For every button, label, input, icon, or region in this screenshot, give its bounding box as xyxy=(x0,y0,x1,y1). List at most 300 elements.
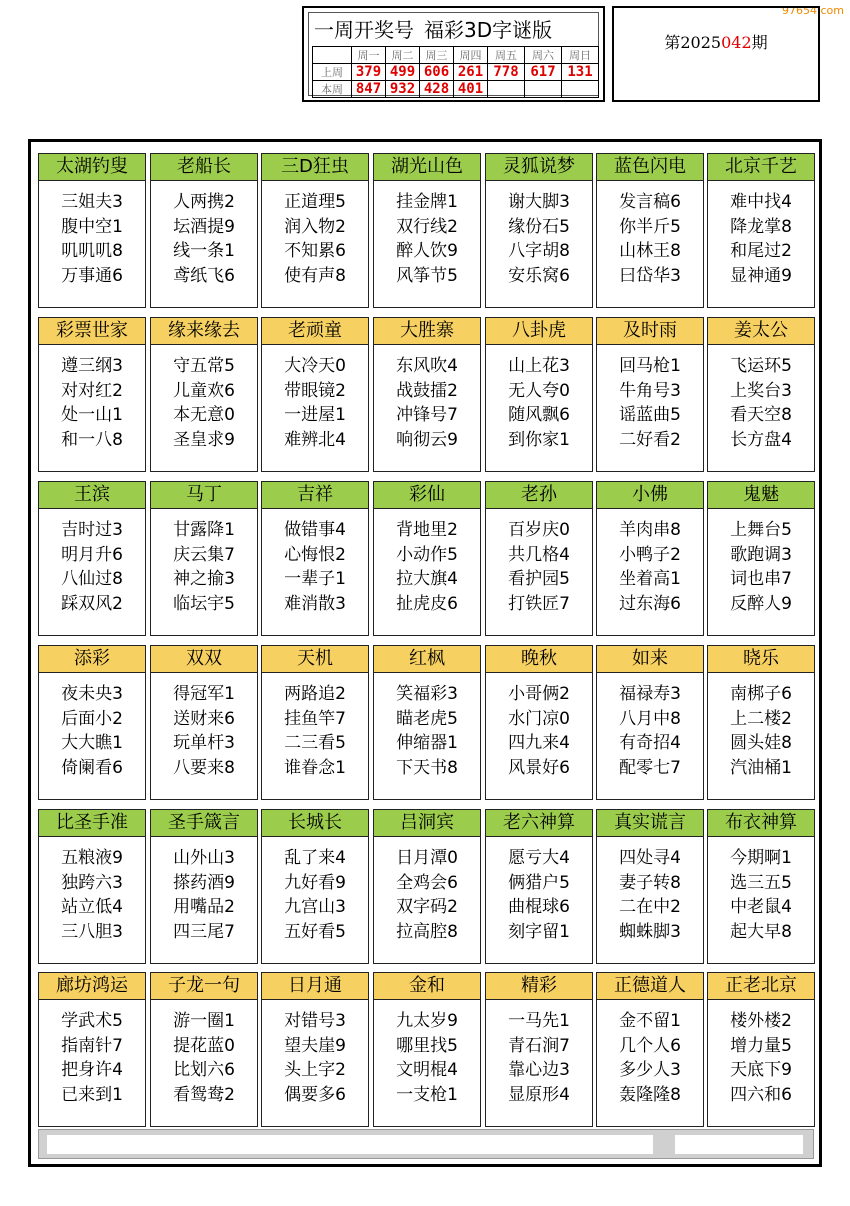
author-name: 鬼魅 xyxy=(707,481,815,509)
riddle-line: 刻字留1 xyxy=(508,921,570,942)
riddle-cell xyxy=(707,317,815,472)
riddle-line: 增力量5 xyxy=(730,1035,792,1056)
riddle-cell xyxy=(38,972,146,1127)
riddle-cell xyxy=(38,809,146,964)
riddle-cell xyxy=(261,481,369,636)
riddle-line: 发言稿6 xyxy=(619,192,681,212)
riddle-line: 飞运环5 xyxy=(730,356,792,376)
riddle-line: 伸缩器1 xyxy=(396,733,458,753)
riddle-line: 八要来8 xyxy=(173,757,235,778)
riddle-lines xyxy=(151,1009,257,1107)
riddle-lines xyxy=(374,1009,480,1107)
riddle-cell xyxy=(596,481,704,636)
author-name: 老孙 xyxy=(485,481,593,509)
riddle-line: 上二楼2 xyxy=(730,708,792,729)
riddle-line: 无人夸0 xyxy=(508,380,570,401)
riddle-lines xyxy=(262,518,368,616)
author-name: 姜太公 xyxy=(707,317,815,345)
riddle-line: 响彻云9 xyxy=(396,429,458,450)
riddle-line: 用嘴品2 xyxy=(173,897,235,917)
riddle-line: 本无意0 xyxy=(173,405,235,425)
riddle-line: 牛角号3 xyxy=(619,380,681,401)
riddle-line: 腹中空1 xyxy=(61,216,123,237)
riddle-line: 到你家1 xyxy=(508,429,570,450)
riddle-line: 明月升6 xyxy=(61,544,123,565)
riddle-line: 对错号3 xyxy=(284,1011,346,1031)
riddle-line: 后面小2 xyxy=(61,708,123,729)
riddle-line: 已来到1 xyxy=(61,1084,123,1105)
day-thu: 周四 xyxy=(454,47,488,64)
riddle-line: 偶要多6 xyxy=(284,1084,346,1105)
riddle-line: 小鸭子2 xyxy=(619,544,681,565)
riddle-line: 守五常5 xyxy=(173,356,235,376)
bottom-bar-blank-left xyxy=(47,1135,653,1154)
riddle-line: 谁眷念1 xyxy=(284,757,346,778)
riddle-line: 打铁匠7 xyxy=(508,593,570,614)
riddle-cell xyxy=(150,153,258,308)
riddle-line: 心悔恨2 xyxy=(284,544,346,565)
riddle-lines xyxy=(262,682,368,780)
riddle-lines xyxy=(39,190,145,288)
author-name: 大胜寨 xyxy=(373,317,481,345)
author-name: 长城长 xyxy=(261,809,369,837)
last-week-sat: 617 xyxy=(525,64,562,81)
day-mon: 周一 xyxy=(352,47,386,64)
author-name: 真实谎言 xyxy=(596,809,704,837)
riddle-line: 两路追2 xyxy=(284,684,346,704)
riddle-cell xyxy=(485,809,593,964)
riddle-line: 大大瞧1 xyxy=(61,733,123,753)
riddle-line: 上奖台3 xyxy=(730,380,792,401)
riddle-line: 九宫山3 xyxy=(284,897,346,917)
last-week-fri: 778 xyxy=(488,64,525,81)
this-week-sat xyxy=(525,81,562,98)
period-label xyxy=(614,30,818,53)
author-name: 天机 xyxy=(261,645,369,673)
riddle-lines xyxy=(597,354,703,452)
riddle-line: 八月中8 xyxy=(619,708,681,729)
riddle-line: 不知累6 xyxy=(284,241,346,261)
riddle-cell xyxy=(596,317,704,472)
riddle-line: 把身许4 xyxy=(61,1060,123,1080)
riddle-lines xyxy=(708,518,814,616)
riddle-line: 配零七7 xyxy=(619,757,681,778)
riddle-cell xyxy=(596,645,704,800)
riddle-line: 山外山3 xyxy=(173,848,235,868)
author-name: 缘来缘去 xyxy=(150,317,258,345)
riddle-cell xyxy=(261,809,369,964)
riddle-cell xyxy=(485,972,593,1127)
riddle-line: 正道理5 xyxy=(284,192,346,212)
author-name: 灵狐说梦 xyxy=(485,153,593,181)
day-wed: 周三 xyxy=(420,47,454,64)
riddle-cell xyxy=(373,317,481,472)
riddle-lines xyxy=(374,682,480,780)
riddle-line: 曰岱华3 xyxy=(619,265,681,286)
riddle-line: 显神通9 xyxy=(730,265,792,286)
author-name: 比圣手准 xyxy=(38,809,146,837)
riddle-lines xyxy=(39,846,145,944)
riddle-lines xyxy=(486,1009,592,1107)
riddle-cell xyxy=(261,153,369,308)
riddle-line: 楼外楼2 xyxy=(730,1011,792,1031)
riddle-line: 一进屋1 xyxy=(284,405,346,425)
riddle-line: 有奇招4 xyxy=(619,733,681,753)
riddle-line: 百岁庆0 xyxy=(508,520,570,540)
riddle-line: 比划六6 xyxy=(173,1060,235,1080)
riddle-line: 送财来6 xyxy=(173,708,235,729)
period-prefix: 第2025 xyxy=(664,33,722,52)
riddle-line: 叽叽叽8 xyxy=(61,241,123,261)
riddle-line: 笑福彩3 xyxy=(396,684,458,704)
riddle-line: 多少人3 xyxy=(619,1060,681,1080)
author-name: 北京千艺 xyxy=(707,153,815,181)
riddle-line: 大冷天0 xyxy=(284,356,346,376)
weekly-draw-panel xyxy=(302,6,605,102)
riddle-line: 一支枪1 xyxy=(396,1084,458,1105)
riddle-line: 望夫崖9 xyxy=(284,1035,346,1056)
this-week-thu: 401 xyxy=(454,81,488,98)
riddle-line: 醉人饮9 xyxy=(396,241,458,261)
author-name: 老顽童 xyxy=(261,317,369,345)
riddle-cell xyxy=(373,645,481,800)
riddle-line: 妻子转8 xyxy=(619,872,681,893)
riddle-line: 南梆子6 xyxy=(730,684,792,704)
riddle-line: 挂金牌1 xyxy=(396,192,458,212)
riddle-line: 曲棍球6 xyxy=(508,897,570,917)
author-name: 老六神算 xyxy=(485,809,593,837)
last-week-row xyxy=(313,64,599,81)
this-week-row xyxy=(313,81,599,98)
author-name: 正老北京 xyxy=(707,972,815,1000)
riddle-lines xyxy=(708,846,814,944)
riddle-line: 使有声8 xyxy=(284,265,346,286)
riddle-line: 缘份石5 xyxy=(508,216,570,237)
panel-title-right: 福彩3D字谜版 xyxy=(424,18,553,42)
riddle-line: 玩单杆3 xyxy=(173,733,235,753)
riddle-line: 神之揄3 xyxy=(173,569,235,589)
panel-title xyxy=(314,14,562,43)
riddle-cell xyxy=(150,972,258,1127)
riddle-line: 夜未央3 xyxy=(61,684,123,704)
author-name: 八卦虎 xyxy=(485,317,593,345)
this-week-label: 本周 xyxy=(313,81,352,98)
riddle-cell xyxy=(373,972,481,1127)
author-name: 小佛 xyxy=(596,481,704,509)
riddle-line: 三姐夫3 xyxy=(61,192,123,212)
riddle-lines xyxy=(39,682,145,780)
period-number: 042 xyxy=(721,33,752,52)
riddle-lines xyxy=(708,1009,814,1107)
riddle-cell xyxy=(150,481,258,636)
riddle-line: 词也串7 xyxy=(730,569,792,589)
riddle-line: 福禄寿3 xyxy=(619,684,681,704)
author-name: 吕洞宾 xyxy=(373,809,481,837)
riddle-lines xyxy=(597,518,703,616)
riddle-cell xyxy=(261,317,369,472)
riddle-lines xyxy=(151,190,257,288)
riddle-line: 安乐窝6 xyxy=(508,265,570,286)
riddle-lines xyxy=(151,518,257,616)
riddle-line: 俩猎户5 xyxy=(508,872,570,893)
author-name: 太湖钓叟 xyxy=(38,153,146,181)
riddle-lines xyxy=(486,518,592,616)
riddle-line: 得冠军1 xyxy=(173,684,235,704)
riddle-line: 今期啊1 xyxy=(730,848,792,868)
riddle-lines xyxy=(151,846,257,944)
author-name: 金和 xyxy=(373,972,481,1000)
author-name: 王滨 xyxy=(38,481,146,509)
author-name: 晚秋 xyxy=(485,645,593,673)
riddle-line: 长方盘4 xyxy=(730,429,792,450)
riddle-line: 难辨北4 xyxy=(284,429,346,450)
draw-days-row xyxy=(313,47,599,64)
riddle-lines xyxy=(262,190,368,288)
riddle-line: 做错事4 xyxy=(284,520,346,540)
riddle-line: 青石涧7 xyxy=(508,1035,570,1056)
riddle-line: 看天空8 xyxy=(730,405,792,425)
riddle-line: 和尾过2 xyxy=(730,241,792,261)
last-week-wed: 606 xyxy=(420,64,454,81)
riddle-line: 哪里找5 xyxy=(396,1035,458,1056)
riddle-lines xyxy=(486,190,592,288)
riddle-line: 轰隆隆8 xyxy=(619,1084,681,1105)
riddle-line: 提花蓝0 xyxy=(173,1035,235,1056)
riddle-lines xyxy=(262,846,368,944)
riddle-line: 三八胆3 xyxy=(61,921,123,942)
riddle-line: 四处寻4 xyxy=(619,848,681,868)
day-sun: 周日 xyxy=(562,47,599,64)
riddle-line: 挂鱼竿7 xyxy=(284,708,346,729)
riddle-line: 圆头娃8 xyxy=(730,733,792,753)
riddle-line: 愿亏大4 xyxy=(508,848,570,868)
author-name: 蓝色闪电 xyxy=(596,153,704,181)
riddle-line: 五好看5 xyxy=(284,921,346,942)
author-name: 如来 xyxy=(596,645,704,673)
riddle-line: 学武术5 xyxy=(61,1011,123,1031)
riddle-line: 九太岁9 xyxy=(396,1011,458,1031)
riddle-line: 全鸡会6 xyxy=(396,872,458,893)
riddle-line: 站立低4 xyxy=(61,897,123,917)
riddle-line: 拉大旗4 xyxy=(396,569,458,589)
riddle-line: 汽油桶1 xyxy=(730,757,792,778)
riddle-line: 歌跑调3 xyxy=(730,544,792,565)
author-name: 湖光山色 xyxy=(373,153,481,181)
riddle-line: 双字码2 xyxy=(396,897,458,917)
riddle-line: 反醉人9 xyxy=(730,593,792,614)
riddle-lines xyxy=(151,682,257,780)
riddle-cell xyxy=(38,153,146,308)
riddle-line: 二在中2 xyxy=(619,897,681,917)
riddle-line: 一辈子1 xyxy=(284,569,346,589)
author-name: 双双 xyxy=(150,645,258,673)
riddle-line: 四三尾7 xyxy=(173,921,235,942)
riddle-cell xyxy=(707,481,815,636)
this-week-tue: 932 xyxy=(386,81,420,98)
day-sat: 周六 xyxy=(525,47,562,64)
riddle-line: 过东海6 xyxy=(619,593,681,614)
riddle-line: 圣皇求9 xyxy=(173,429,235,450)
riddle-line: 处一山1 xyxy=(61,405,123,425)
riddle-line: 对对红2 xyxy=(61,380,123,401)
riddle-line: 羊肉串8 xyxy=(619,520,681,540)
riddle-lines xyxy=(708,682,814,780)
riddle-line: 搽药酒9 xyxy=(173,872,235,893)
riddle-line: 指南针7 xyxy=(61,1035,123,1056)
riddle-line: 风景好6 xyxy=(508,757,570,778)
day-fri: 周五 xyxy=(488,47,525,64)
corner-cell xyxy=(313,47,352,64)
riddle-grid-frame xyxy=(28,139,822,1167)
riddle-lines xyxy=(262,1009,368,1107)
riddle-lines xyxy=(597,846,703,944)
author-name: 日月通 xyxy=(261,972,369,1000)
riddle-line: 临坛宇5 xyxy=(173,593,235,614)
riddle-line: 山林王8 xyxy=(619,241,681,261)
last-week-label: 上周 xyxy=(313,64,352,81)
riddle-lines xyxy=(486,682,592,780)
riddle-cell xyxy=(485,645,593,800)
riddle-line: 选三五5 xyxy=(730,872,792,893)
riddle-cell xyxy=(150,645,258,800)
author-name: 及时雨 xyxy=(596,317,704,345)
riddle-line: 文明棍4 xyxy=(396,1060,458,1080)
riddle-line: 双行线2 xyxy=(396,216,458,237)
riddle-cell xyxy=(596,972,704,1127)
riddle-lines xyxy=(374,354,480,452)
riddle-line: 扯虎皮6 xyxy=(396,593,458,614)
riddle-cell xyxy=(373,153,481,308)
riddle-cell xyxy=(261,645,369,800)
period-suffix: 期 xyxy=(751,33,768,52)
riddle-lines xyxy=(151,354,257,452)
riddle-cell xyxy=(38,645,146,800)
riddle-line: 头上字2 xyxy=(284,1060,346,1080)
riddle-line: 遵三纲3 xyxy=(61,356,123,376)
last-week-sun: 131 xyxy=(562,64,599,81)
riddle-line: 看鸳鸯2 xyxy=(173,1084,235,1105)
riddle-line: 庆云集7 xyxy=(173,544,235,565)
riddle-lines xyxy=(597,190,703,288)
panel-title-left: 一周开奖号 xyxy=(314,18,414,42)
riddle-line: 鸢纸飞6 xyxy=(173,265,235,286)
riddle-cell xyxy=(707,645,815,800)
last-week-thu: 261 xyxy=(454,64,488,81)
riddle-line: 润入物2 xyxy=(284,216,346,237)
author-name: 圣手箴言 xyxy=(150,809,258,837)
riddle-line: 四九来4 xyxy=(508,733,570,753)
riddle-line: 游一圈1 xyxy=(173,1011,235,1031)
author-name: 添彩 xyxy=(38,645,146,673)
author-name: 红枫 xyxy=(373,645,481,673)
riddle-cell xyxy=(485,481,593,636)
riddle-lines xyxy=(708,190,814,288)
riddle-cell xyxy=(150,809,258,964)
riddle-line: 八仙过8 xyxy=(61,569,123,589)
riddle-cell xyxy=(485,153,593,308)
riddle-line: 倚阑看6 xyxy=(61,757,123,778)
riddle-line: 一马先1 xyxy=(508,1011,570,1031)
last-week-mon: 379 xyxy=(352,64,386,81)
riddle-line: 瞄老虎5 xyxy=(396,708,458,729)
bottom-bar-blank-right xyxy=(675,1135,803,1154)
riddle-line: 小动作5 xyxy=(396,544,458,565)
riddle-line: 线一条1 xyxy=(173,241,235,261)
author-name: 三D狂虫 xyxy=(261,153,369,181)
riddle-line: 独跨六3 xyxy=(61,872,123,893)
riddle-cell xyxy=(38,317,146,472)
this-week-wed: 428 xyxy=(420,81,454,98)
riddle-line: 踩双风2 xyxy=(61,593,123,614)
riddle-line: 蜘蛛脚3 xyxy=(619,921,681,942)
period-panel xyxy=(612,6,820,102)
author-name: 彩仙 xyxy=(373,481,481,509)
riddle-line: 靠心边3 xyxy=(508,1060,570,1080)
riddle-cell xyxy=(261,972,369,1127)
riddle-line: 天底下9 xyxy=(730,1060,792,1080)
riddle-line: 四六和6 xyxy=(730,1084,792,1105)
riddle-lines xyxy=(39,1009,145,1107)
this-week-mon: 847 xyxy=(352,81,386,98)
riddle-line: 下天书8 xyxy=(396,757,458,778)
riddle-cell xyxy=(373,481,481,636)
riddle-line: 东风吹4 xyxy=(396,356,458,376)
riddle-line: 甘露降1 xyxy=(173,520,235,540)
draw-table xyxy=(312,46,599,98)
riddle-line: 小哥俩2 xyxy=(508,684,570,704)
riddle-line: 随风飘6 xyxy=(508,405,570,425)
this-week-fri xyxy=(488,81,525,98)
riddle-line: 吉时过3 xyxy=(61,520,123,540)
riddle-lines xyxy=(39,354,145,452)
riddle-cell xyxy=(485,317,593,472)
author-name: 彩票世家 xyxy=(38,317,146,345)
riddle-line: 降龙掌8 xyxy=(730,216,792,237)
author-name: 晓乐 xyxy=(707,645,815,673)
riddle-line: 冲锋号7 xyxy=(396,405,458,425)
this-week-sun xyxy=(562,81,599,98)
riddle-line: 拉高腔8 xyxy=(396,921,458,942)
riddle-line: 二好看2 xyxy=(619,429,681,450)
riddle-line: 九好看9 xyxy=(284,872,346,893)
riddle-line: 人两携2 xyxy=(173,192,235,212)
riddle-line: 和一八8 xyxy=(61,429,123,450)
riddle-line: 难中找4 xyxy=(730,192,792,212)
riddle-cell xyxy=(38,481,146,636)
bottom-bar xyxy=(38,1129,814,1159)
riddle-cell xyxy=(707,153,815,308)
riddle-line: 日月潭0 xyxy=(396,848,458,868)
riddle-line: 起大早8 xyxy=(730,921,792,942)
riddle-lines xyxy=(597,1009,703,1107)
riddle-line: 看护园5 xyxy=(508,569,570,589)
riddle-cell xyxy=(707,972,815,1127)
author-name: 老船长 xyxy=(150,153,258,181)
riddle-lines xyxy=(486,846,592,944)
riddle-line: 共几格4 xyxy=(508,544,570,565)
author-name: 精彩 xyxy=(485,972,593,1000)
riddle-lines xyxy=(39,518,145,616)
riddle-line: 山上花3 xyxy=(508,356,570,376)
riddle-line: 显原形4 xyxy=(508,1084,570,1105)
riddle-line: 谢大脚3 xyxy=(508,192,570,212)
riddle-line: 战鼓擂2 xyxy=(396,380,458,401)
author-name: 廊坊鸿运 xyxy=(38,972,146,1000)
riddle-lines xyxy=(374,846,480,944)
riddle-line: 带眼镜2 xyxy=(284,380,346,401)
author-name: 吉祥 xyxy=(261,481,369,509)
riddle-line: 谣蓝曲5 xyxy=(619,405,681,425)
